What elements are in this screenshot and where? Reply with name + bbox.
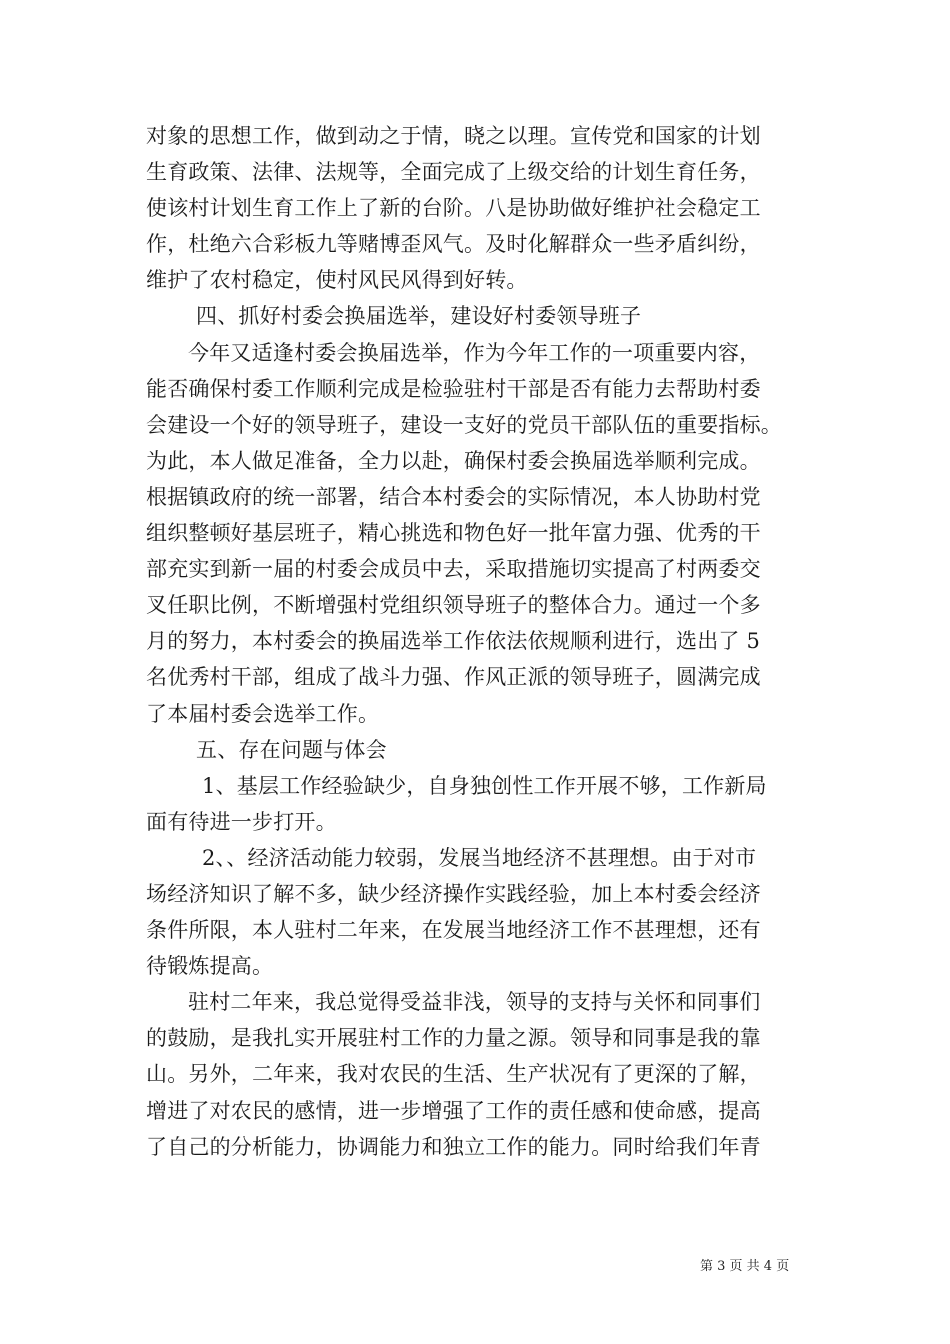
- text-line: 根据镇政府的统一部署，结合本村委会的实际情况，本人协助村党: [146, 484, 761, 509]
- text-line: 对象的思想工作，做到动之于情，晓之以理。宣传党和国家的计划: [146, 124, 761, 148]
- section-heading: 五、存在问题与体会: [196, 737, 387, 762]
- section-heading: 四、抓好村委会换届选举，建设好村委领导班子: [196, 304, 642, 329]
- text-line: 了本届村委会选举工作。: [146, 701, 380, 726]
- text-line: 条件所限，本人驻村二年来，在发展当地经济工作不甚理想，还有: [146, 918, 761, 943]
- text-line: 面有待进一步打开。: [146, 809, 337, 834]
- text-line: 叉任职比例，不断增强村党组织领导班子的整体合力。通过一个多: [146, 593, 761, 618]
- text-line: 今年又适逢村委会换届选举，作为今年工作的一项重要内容，: [188, 340, 761, 365]
- page-number-footer: 第 3 页 共 4 页: [700, 1259, 790, 1274]
- text-line: 1、基层工作经验缺少，自身独创性工作开展不够，工作新局: [202, 773, 767, 798]
- text-line: 维护了农村稳定，使村风民风得到好转。: [146, 268, 528, 293]
- text-line: 驻村二年来，我总觉得受益非浅，领导的支持与关怀和同事们: [188, 990, 761, 1015]
- text-line: 生育政策、法律、法规等，全面完成了上级交给的计划生育任务，: [146, 160, 761, 185]
- text-line: 组织整顿好基层班子，精心挑选和物色好一批年富力强、优秀的干: [146, 521, 761, 546]
- document-body: [146, 118, 814, 1165]
- text-line: 待锻炼提高。: [146, 954, 274, 979]
- text-line: 场经济知识了解不多，缺少经济操作实践经验，加上本村委会经济: [146, 881, 761, 906]
- text-line: 月的努力，本村委会的换届选举工作依法依规顺利进行，选出了 5: [146, 629, 761, 654]
- text-line: 增进了对农民的感情，进一步增强了工作的责任感和使命感，提高: [146, 1098, 761, 1123]
- text-line: 2、、经济活动能力较弱，发展当地经济不甚理想。由于对市: [202, 845, 757, 870]
- text-line: 部充实到新一届的村委会成员中去，采取措施切实提高了村两委交: [146, 557, 761, 582]
- text-line: 作，杜绝六合彩板九等赌博歪风气。及时化解群众一些矛盾纠纷，: [146, 232, 761, 257]
- text-line: 山。另外，二年来，我对农民的生活、生产状况有了更深的了解，: [146, 1062, 761, 1087]
- text-line: 会建设一个好的领导班子，建设一支好的党员干部队伍的重要指标。: [146, 412, 782, 437]
- text-line: 名优秀村干部，组成了战斗力强、作风正派的领导班子，圆满完成: [146, 665, 761, 690]
- text-line: 使该村计划生育工作上了新的台阶。八是协助做好维护社会稳定工: [146, 196, 761, 221]
- text-line: 了自己的分析能力，协调能力和独立工作的能力。同时给我们年青: [146, 1134, 761, 1159]
- text-line: 能否确保村委工作顺利完成是检验驻村干部是否有能力去帮助村委: [146, 376, 761, 401]
- text-line: 的鼓励，是我扎实开展驻村工作的力量之源。领导和同事是我的靠: [146, 1026, 761, 1051]
- text-line: 为此，本人做足准备，全力以赴，确保村委会换届选举顺利完成。: [146, 448, 761, 473]
